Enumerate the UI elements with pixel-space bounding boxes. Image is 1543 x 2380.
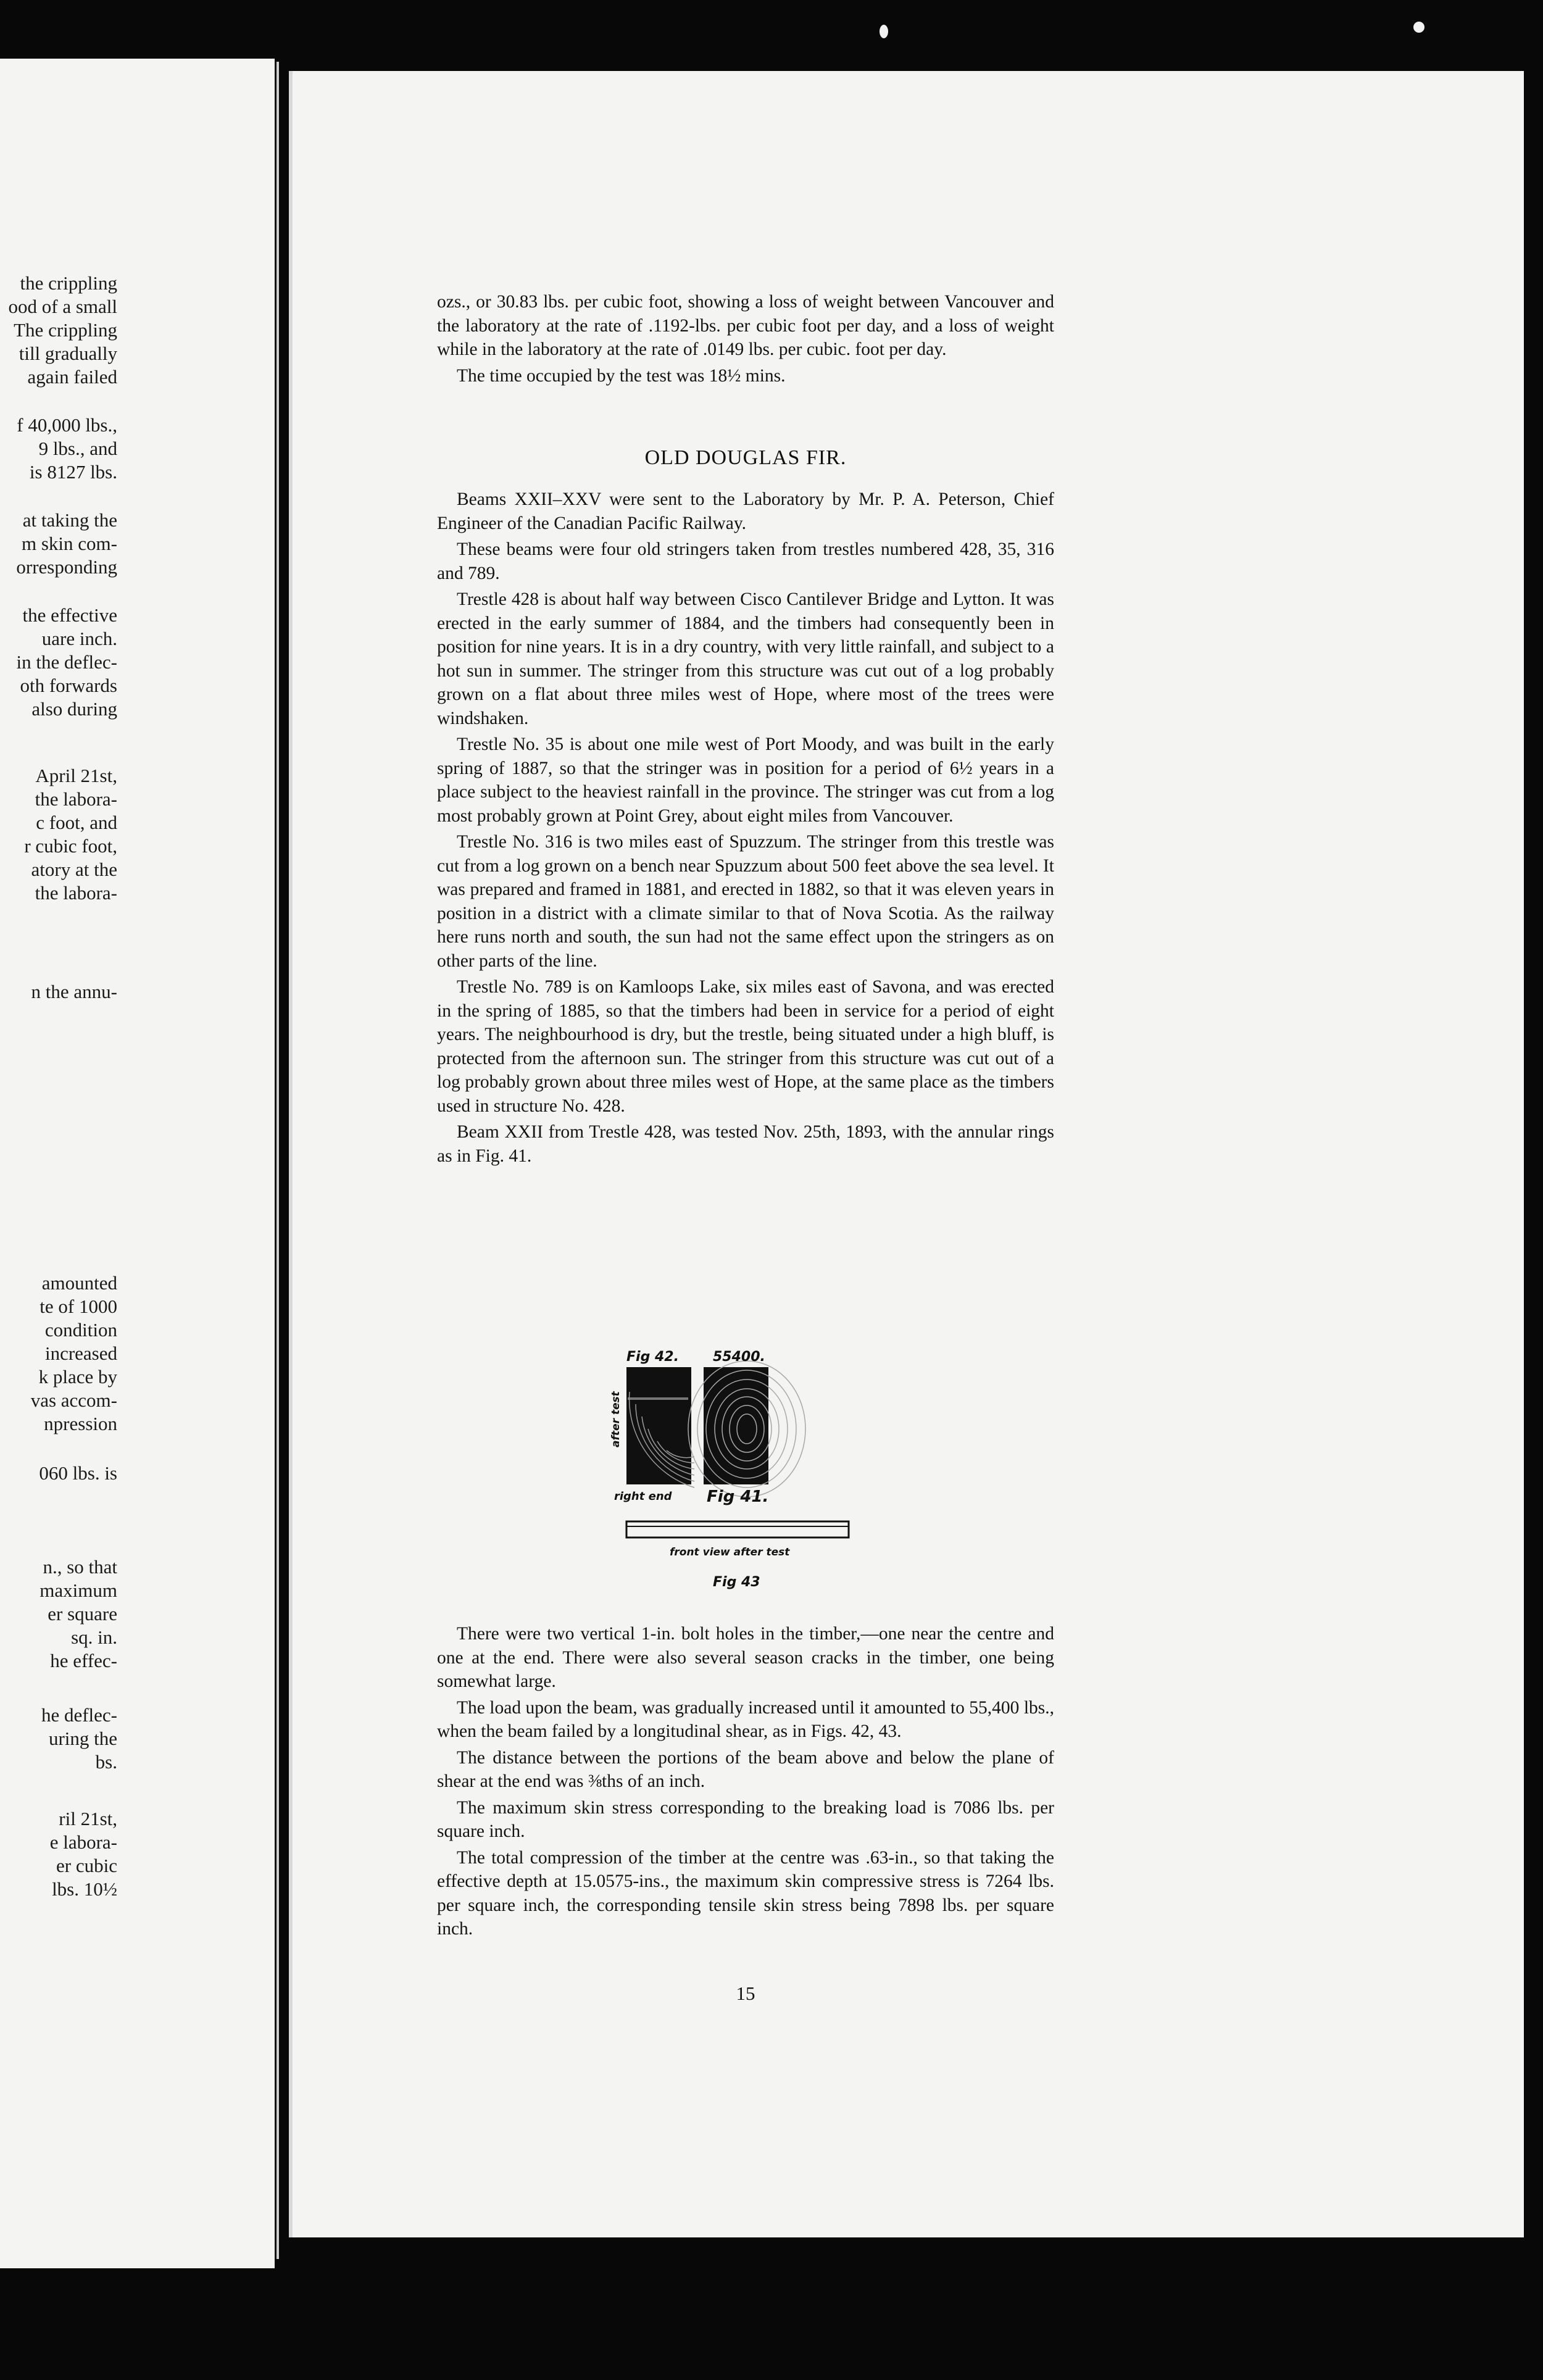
previous-page-line: at taking the	[22, 509, 117, 531]
previous-page-line: uring the	[48, 1728, 117, 1749]
page-number: 15	[736, 1983, 755, 2004]
previous-page-line: is 8127 lbs.	[29, 461, 117, 483]
intro-paragraph-1: ozs., or 30.83 lbs. per cubic foot, showing a loss of weight between Vancouver and the laboratory at the rate of .1192-lbs. per cubic foot per day, and a loss of weight while in the laboratory at the rate of .0149 lbs. per cubic. foot per day.	[437, 292, 1054, 359]
previous-page	[0, 59, 275, 2268]
paragraph-compression: The total compression of the timber at the centre was .63-in., so that taking the effective depth at 15.0575-ins., the maximum skin compressive stress is 7264 lbs. per square inch, the corresponding tensile skin stress being 7898 lbs. per square inch.	[437, 1847, 1054, 1939]
previous-page-line: lbs. 10½	[52, 1878, 117, 1900]
previous-page-line: ril 21st,	[59, 1808, 117, 1829]
paragraph-load: The load upon the beam, was gradually increased until it amounted to 55,400 lbs., when the beam failed by a longitudinal shear, as in Figs. 42, 43.	[437, 1697, 1054, 1741]
previous-page-line: npression	[44, 1413, 117, 1434]
previous-page-line: he deflec-	[41, 1704, 117, 1726]
paragraph-shear-distance: The distance between the portions of the beam above and below the plane of shear at the end was ⅜ths of an inch.	[437, 1747, 1054, 1791]
results-text	[437, 1622, 1054, 1944]
body-text	[437, 488, 1054, 1170]
previous-page-line: vas accom-	[30, 1389, 117, 1411]
previous-page-line: condition	[44, 1319, 117, 1341]
section-heading: OLD DOUGLAS FIR.	[644, 446, 847, 469]
beam-front-view	[626, 1521, 849, 1537]
previous-page-line: uare inch.	[41, 628, 117, 649]
page-gutter	[277, 62, 279, 2259]
previous-page-line: amounted	[41, 1272, 117, 1294]
scan-speck	[1413, 22, 1424, 33]
previous-page-line: April 21st,	[35, 765, 117, 786]
after-test-label: after test	[610, 1391, 622, 1447]
previous-page-line: The crippling	[14, 319, 117, 341]
previous-page-line: er square	[48, 1603, 117, 1625]
previous-page-line: er cubic	[56, 1855, 117, 1876]
paragraph-stringers: These beams were four old stringers taken from trestles numbered 428, 35, 316 and 789.	[437, 539, 1054, 583]
load-label: 55400.	[713, 1349, 765, 1365]
right-end-label: right end	[614, 1490, 672, 1503]
previous-page-line: in the deflec-	[16, 651, 117, 673]
previous-page-line: 060 lbs. is	[39, 1462, 117, 1484]
paragraph-beam-xxii: Beam XXII from Trestle 428, was tested Nov. 25th, 1893, with the annular rings as in Fig. 41.	[437, 1122, 1054, 1166]
previous-page-line: the labora-	[35, 788, 117, 810]
previous-page-line: 9 lbs., and	[38, 438, 117, 459]
fig43-label: Fig 43	[713, 1575, 760, 1590]
previous-page-line: the effective	[22, 604, 117, 626]
previous-page-line: till gradually	[19, 343, 117, 364]
previous-page-line: f 40,000 lbs.,	[17, 414, 117, 436]
paragraph-skin-stress: The maximum skin stress corresponding to the breaking load is 7086 lbs. per square inch.	[437, 1797, 1054, 1841]
previous-page-line: te of 1000	[40, 1296, 117, 1317]
previous-page-line: again failed	[27, 366, 117, 388]
fig41-label: Fig 41.	[707, 1488, 769, 1506]
intro-paragraph-2: The time occupied by the test was 18½ mins.	[457, 365, 786, 386]
previous-page-line: the labora-	[35, 882, 117, 904]
paragraph-trestle-428: Trestle 428 is about half way between Cisco Cantilever Bridge and Lytton. It was erected in the early summer of 1884, and the timbers had consequently been in position for nine years. It is in a dry country, with very little rainfall, and subject to a hot sun in summer. The stringer from this structure was cut out of a log probably grown on a flat about three miles west of Hope, where most of the trees were windshaken.	[437, 589, 1054, 728]
previous-page-line: maximum	[40, 1579, 117, 1601]
previous-page-line: e labora-	[49, 1831, 117, 1853]
previous-page-line: ood of a small	[8, 296, 117, 317]
previous-page-line: sq. in.	[71, 1626, 117, 1648]
previous-page-line: n., so that	[43, 1556, 117, 1578]
previous-page-line: r cubic foot,	[24, 835, 117, 857]
previous-page-line: he effec-	[50, 1650, 117, 1671]
intro-text	[437, 290, 1054, 390]
paragraph-trestle-789: Trestle No. 789 is on Kamloops Lake, six miles east of Savona, and was erected in the spring of 1885, so that the timbers had been in service for a period of eight years. The neighbourhood is dry, but the trestle, being situated under a high bluff, is protected from the afternoon sun. The stringer from this structure was cut out of a log probably grown about three miles west of Hope, at the same place as the timbers used in structure No. 428.	[437, 977, 1054, 1116]
previous-page-line: atory at the	[31, 859, 117, 880]
previous-page-line: the crippling	[20, 272, 117, 294]
paragraph-trestle-35: Trestle No. 35 is about one mile west of Port Moody, and was built in the early spring of 1887, so that the stringer was in position for a period of 6½ years in a place subject to the heaviest rainfall in the province. The stringer was cut from a log most probably grown at Point Grey, about eight miles from Vancouver.	[437, 734, 1054, 826]
fig42-label: Fig 42.	[626, 1349, 679, 1365]
paragraph-beams: Beams XXII–XXV were sent to the Laboratory by Mr. P. A. Peterson, Chief Engineer of the Canadian Pacific Railway.	[437, 489, 1054, 533]
previous-page-line: n the annu-	[31, 981, 117, 1002]
paragraph-bolt-holes: There were two vertical 1-in. bolt holes in the timber,—one near the centre and one at the end. There were also several season cracks in the timber, one being somewhat large.	[437, 1624, 1054, 1691]
paragraph-trestle-316: Trestle No. 316 is two miles east of Spuzzum. The stringer from this trestle was cut from a log grown on a bench near Spuzzum about 500 feet above the sea level. It was prepared and framed in 1881, and erected in 1882, so that it was eleven years in position in a district with a climate similar to that of Nova Scotia. As the railway here runs north and south, the sun had not the same effect upon the stringers as on other parts of the line.	[437, 832, 1054, 971]
front-view-caption: front view after test	[670, 1546, 790, 1558]
previous-page-line: also during	[31, 698, 117, 720]
previous-page-line: increased	[44, 1342, 117, 1364]
previous-page-line: oth forwards	[20, 675, 117, 696]
previous-page-line: orresponding	[16, 556, 117, 578]
previous-page-line: bs.	[95, 1751, 117, 1773]
beam-figure	[602, 1342, 861, 1602]
previous-page-line: m skin com-	[22, 533, 117, 554]
previous-page-line: c foot, and	[36, 812, 117, 833]
previous-page-line: k place by	[38, 1366, 117, 1388]
scan-speck	[880, 25, 888, 38]
